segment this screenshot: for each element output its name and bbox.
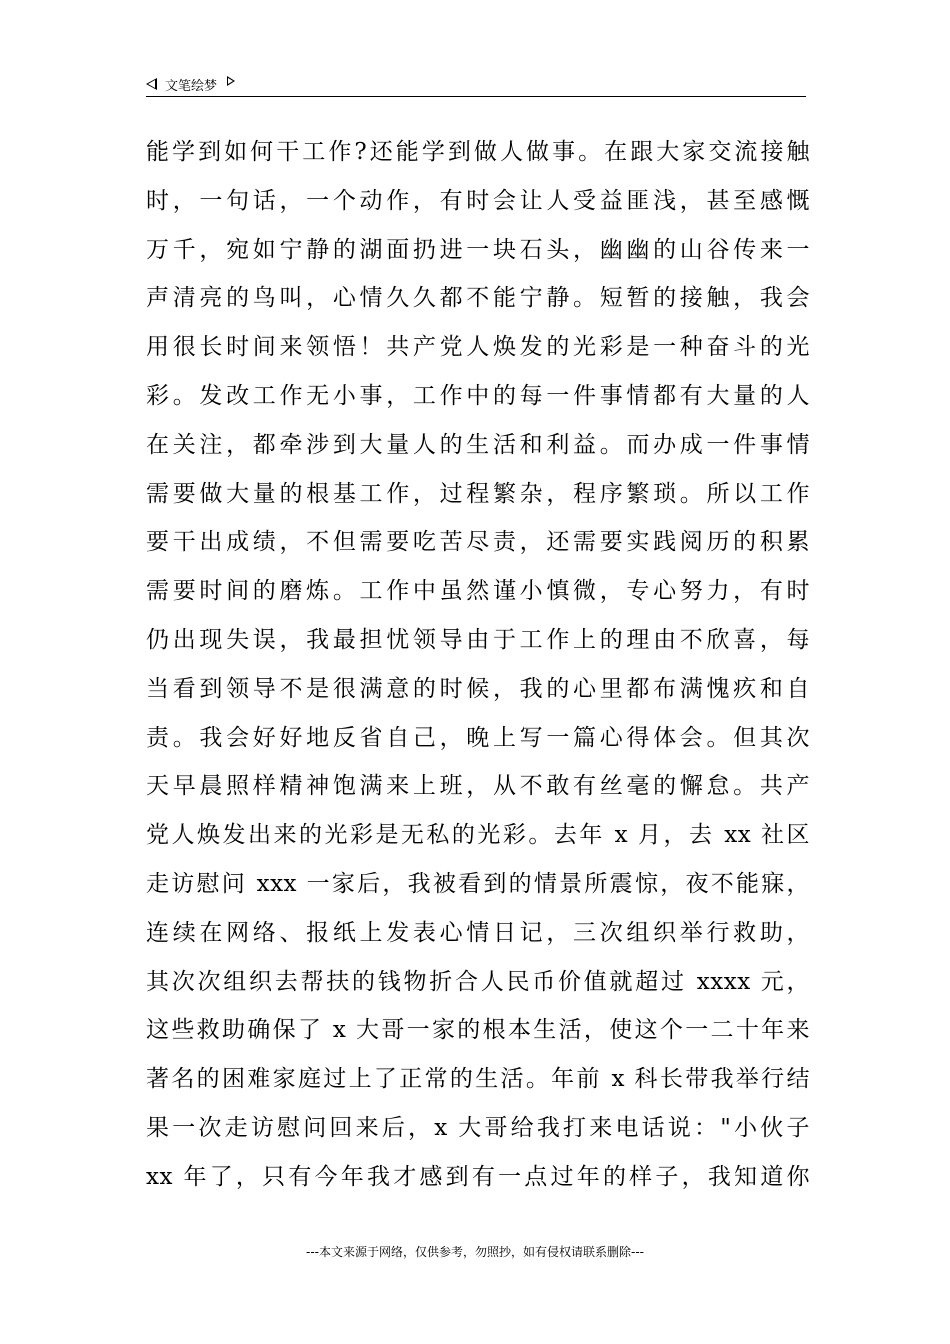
text-line: 用很长时间来领悟！共产党人焕发的光彩是一种奋斗的光 (146, 334, 810, 361)
right-triangle-icon (227, 76, 235, 86)
text-line: 责。我会好好地反省自己，晚上写一篇心得体会。但其次 (146, 724, 810, 751)
text-line: 这些救助确保了 x 大哥一家的根本生活，使这个一二十年来 (146, 1017, 810, 1044)
text-line: 万千，宛如宁静的湖面扔进一块石头，幽幽的山谷传来一 (146, 236, 810, 263)
header-title: 文笔绘梦 (165, 78, 218, 94)
text-line: 能学到如何干工作?还能学到做人做事。在跟大家交流接触 (146, 139, 810, 165)
text-line: 在关注，都牵涉到大量人的生活和利益。而办成一件事情 (146, 431, 810, 458)
text-line: 著名的困难家庭过上了正常的生活。年前 x 科长带我举行结 (146, 1066, 810, 1093)
text-line: 声清亮的鸟叫，心情久久都不能宁静。短暂的接触，我会 (146, 285, 810, 312)
text-line: 仍出现失误，我最担忧领导由于工作上的理由不欣喜，每 (146, 626, 810, 653)
text-line: 时，一句话，一个动作，有时会让人受益匪浅，甚至感慨 (146, 187, 810, 214)
body-text (146, 128, 810, 1202)
text-line: 果一次走访慰问回来后，x 大哥给我打来电话说："小伙子 (146, 1114, 810, 1141)
page-header (146, 72, 806, 97)
text-line: 天早晨照样精神饱满来上班，从不敢有丝毫的懈怠。共产 (146, 773, 810, 800)
left-triangle-icon (146, 78, 157, 90)
text-line: 需要时间的磨炼。工作中虽然谨小慎微，专心努力，有时 (146, 578, 810, 605)
text-line: xx 年了，只有今年我才感到有一点过年的样子，我知道你 (146, 1163, 810, 1190)
text-line: 当看到领导不是很满意的时候，我的心里都布满愧疚和自 (146, 675, 810, 702)
text-line: 连续在网络、报纸上发表心情日记，三次组织举行救助， (146, 919, 810, 946)
text-line: 要干出成绩，不但需要吃苦尽责，还需要实践阅历的积累 (146, 529, 810, 556)
text-line: 彩。发改工作无小事，工作中的每一件事情都有大量的人 (146, 382, 810, 409)
text-line: 党人焕发出来的光彩是无私的光彩。去年 x 月，去 xx 社区 (146, 822, 810, 849)
text-line: 需要做大量的根基工作，过程繁杂，程序繁琐。所以工作 (146, 480, 810, 507)
text-line: 其次次组织去帮扶的钱物折合人民币价值就超过 xxxx 元， (146, 968, 810, 995)
page-footer: ---本文来源于网络，仅供参考，勿照抄，如有侵权请联系删除--- (306, 1245, 644, 1259)
text-line: 走访慰问 xxx 一家后，我被看到的情景所震惊，夜不能寐， (146, 870, 810, 897)
